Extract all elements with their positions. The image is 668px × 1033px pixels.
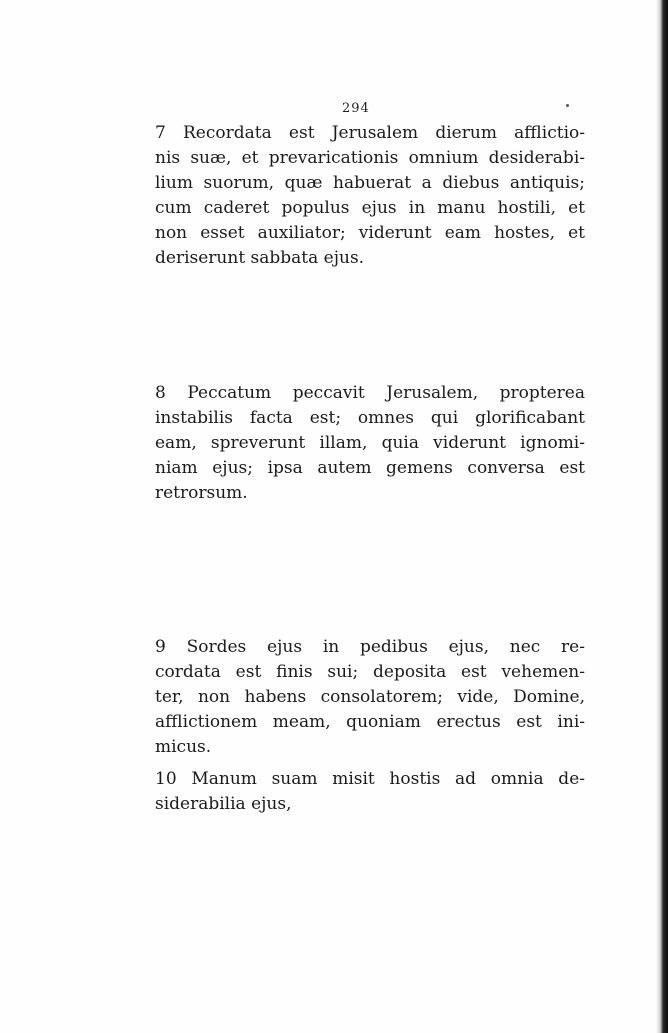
verse-line: non esset auxiliator; viderunt eam hostes, et: [155, 223, 585, 243]
verse-9: [155, 635, 585, 760]
verse-line: 10 Manum suam misit hostis ad omnia de-: [155, 769, 585, 789]
page-number: 294: [342, 101, 370, 116]
verse-8: [155, 381, 585, 506]
verse-line: deriserunt sabbata ejus.: [155, 248, 365, 268]
verse-line: lium suorum, quæ habuerat a diebus antiquis;: [155, 173, 585, 193]
page-edge-shadow: [656, 0, 668, 1033]
verse-line: 8 Peccatum peccavit Jerusalem, propterea: [155, 383, 585, 403]
verse-line: micus.: [155, 737, 212, 757]
verse-line: ter, non habens consolatorem; vide, Domine,: [155, 687, 585, 707]
verse-line: instabilis facta est; omnes qui glorificabant: [155, 408, 585, 428]
verse-line: siderabilia ejus,: [155, 794, 292, 814]
verse-line: cordata est finis sui; deposita est vehemen-: [155, 662, 585, 682]
verse-line: eam, spreverunt illam, quia viderunt ignomi-: [155, 433, 585, 453]
verse-10: [155, 767, 585, 817]
verse-7: [155, 121, 585, 271]
verse-line: 7 Recordata est Jerusalem dierum afflictio-: [155, 123, 585, 143]
verse-line: niam ejus; ipsa autem gemens conversa est: [155, 458, 585, 478]
verse-line: cum caderet populus ejus in manu hostili, et: [155, 198, 585, 218]
verse-line: retrorsum.: [155, 483, 248, 503]
verse-line: afflictionem meam, quoniam erectus est ini-: [155, 712, 585, 732]
verse-line: nis suæ, et prevaricationis omnium desiderabi-: [155, 148, 585, 168]
verse-line: 9 Sordes ejus in pedibus ejus, nec re-: [155, 637, 585, 657]
ink-speck: [566, 104, 569, 107]
